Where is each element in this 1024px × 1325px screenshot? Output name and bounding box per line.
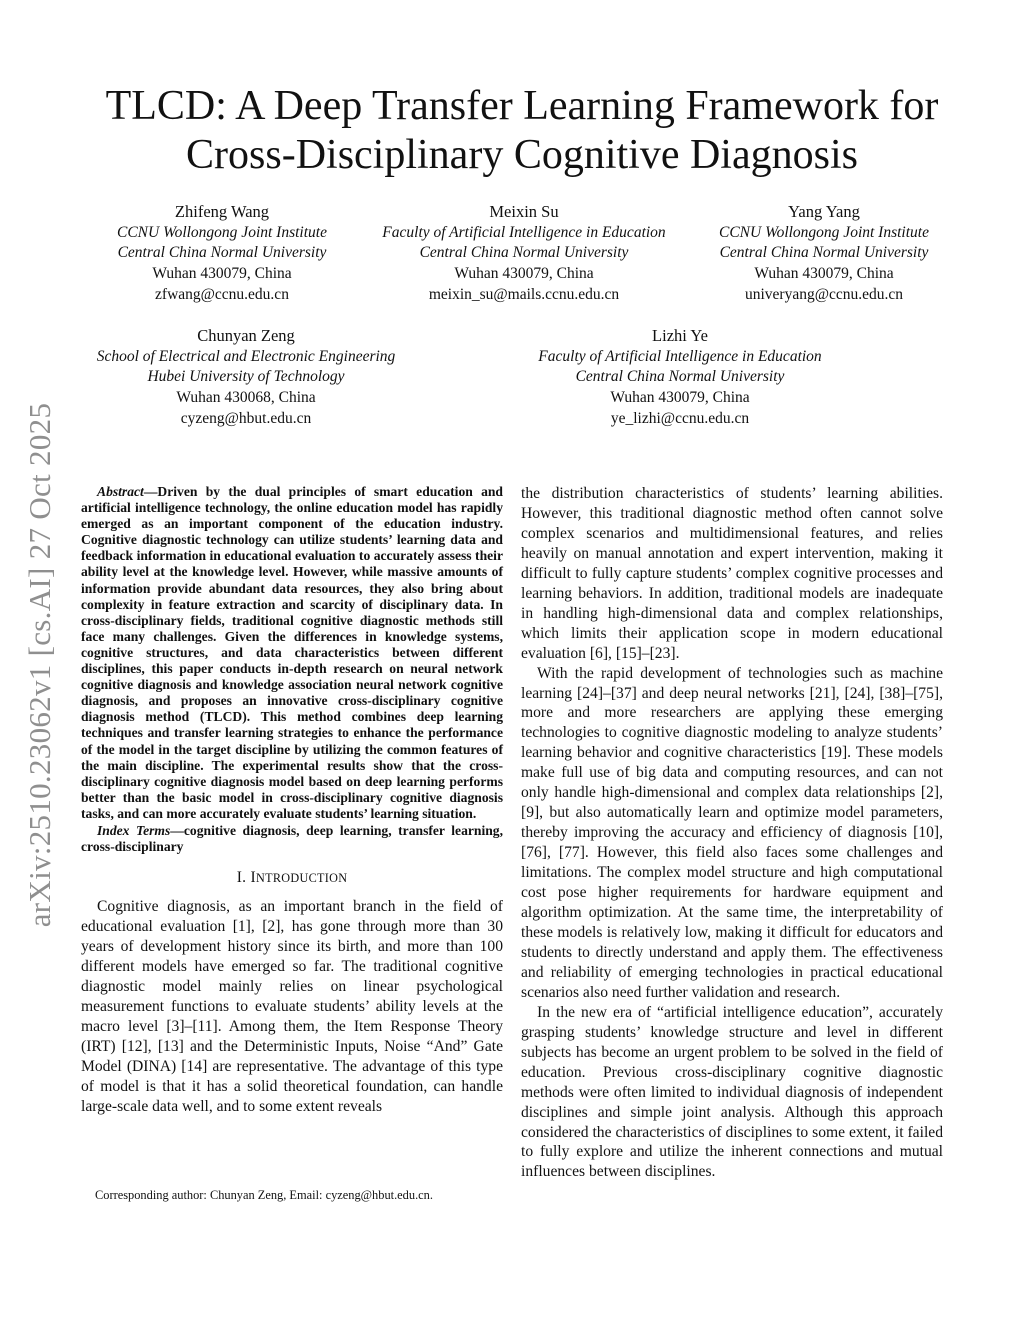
right-column — [521, 484, 943, 1182]
author-block — [690, 202, 958, 306]
index-terms — [81, 823, 503, 855]
index-terms-text: —cognitive diagnosis, deep learning, transfer learning, cross-disciplinary — [81, 822, 503, 855]
author-block — [354, 202, 694, 306]
author-email: ye_lizhi@ccnu.edu.cn — [610, 409, 750, 427]
author-block — [82, 202, 362, 306]
author-name: Meixin Su — [489, 202, 559, 221]
body-paragraph: With the rapid development of technologies such as machine learning [24]–[37] and deep neural networks [21], [24], [38]–[75], more and more researchers are applying these emerging technologies to cognitive diagnostic modeling to analyze students’ learning behavior and cognitive characteristics [19]. These models make full use of big data and computing resources, and can not only handle high-dimensional and complex data relationships [2], [9], but also automatically learn and optimize model parameters, thereby improving the accuracy and efficiency of diagnosis [10], [76], [77]. However, this field also faces some challenges and limitations. The complex model structure and high computational cost pose higher requirements for hardware equipment and algorithm optimization. At the same time, the interpretability of these models is relatively low, making it difficult for educators and students to directly understand and apply them. The effectiveness and reliability of emerging technologies in practical educational scenarios also need further validation and research. — [521, 664, 943, 1001]
title-line-1: TLCD: A Deep Transfer Learning Framework for — [105, 83, 939, 129]
arxiv-stamp — [10, 375, 70, 955]
section-heading — [81, 868, 503, 889]
author-name: Chunyan Zeng — [197, 326, 295, 345]
arxiv-id: arXiv:2510.23062v1 [cs.AI] 27 Oct 2025 — [22, 402, 57, 928]
author-name: Yang Yang — [788, 202, 860, 221]
left-column — [81, 484, 503, 1117]
author-block — [510, 326, 850, 430]
author-block — [70, 326, 422, 430]
index-terms-label: Index Terms — [97, 822, 171, 838]
author-affiliation: Central China Normal University — [575, 368, 785, 386]
author-city: Wuhan 430079, China — [152, 265, 292, 283]
author-affiliation: Hubei University of Technology — [147, 368, 345, 386]
author-email: meixin_su@mails.ccnu.edu.cn — [428, 285, 620, 303]
title-line-2: Cross-Disciplinary Cognitive Diagnosis — [186, 132, 858, 178]
author-affiliation: CCNU Wollongong Joint Institute — [719, 223, 929, 241]
author-affiliation: Central China Normal University — [117, 244, 327, 262]
body-paragraph: the distribution characteristics of students’ learning abilities. However, this traditional diagnostic method often cannot solve complex scenarios and multidimensional features, and relies heavily on manual annotation and expert intervention, making it difficult to fully capture students’ complex cognitive processes and learning behaviors. In addition, traditional models are inadequate in handling high-dimensional data and complex relationships, which limits their application scope in modern educational evaluation [6], [15]–[23]. — [521, 485, 943, 662]
body-paragraph: Cognitive diagnosis, as an important branch in the field of educational evaluation [1], [2], has gone through more than 30 years of development history since its birth, and more than 100 different models have emerged so far. The traditional cognitive diagnostic model mainly relies on linear psychological measurement functions to evaluate students’ ability levels at the macro level [3]–[11]. Among them, the Item Response Theory (IRT) [12], [13] and the Deterministic Inputs, Noise “And” Gate Model (DINA) [14] are representative. The advantage of this type of model is that it has a solid theoretical foundation, can handle large-scale data well, and to some extent reveals — [81, 898, 503, 1115]
author-email: univeryang@ccnu.edu.cn — [744, 285, 904, 303]
section-initial: I — [250, 869, 256, 887]
author-email: cyzeng@hbut.edu.cn — [180, 409, 312, 427]
paper-title — [60, 82, 984, 180]
author-affiliation: Faculty of Artificial Intelligence in Education — [382, 223, 666, 241]
author-email: zfwang@ccnu.edu.cn — [155, 285, 289, 303]
author-affiliation: Central China Normal University — [719, 244, 929, 262]
author-affiliation: School of Electrical and Electronic Engineering — [96, 347, 396, 365]
abstract — [81, 484, 503, 822]
author-affiliation: Central China Normal University — [419, 244, 629, 262]
author-affiliation: Faculty of Artificial Intelligence in Education — [538, 347, 822, 365]
author-city: Wuhan 430079, China — [754, 265, 894, 283]
author-name: Zhifeng Wang — [174, 202, 270, 221]
author-city: Wuhan 430079, China — [610, 389, 750, 407]
abstract-label: Abstract — [97, 484, 144, 499]
body-paragraph: In the new era of “artificial intelligence education”, accurately grasping students’ knowledge structure and level in different subjects has become an urgent problem to be solved in the field of education. Previous cross-disciplinary cognitive diagnostic methods were often limited to individual diagnosis of independent disciplines and simple joint analysis. Although this approach considered the characteristics of disciplines to some extent, it failed to fully explore and utilize the inherent connections and mutual influences between disciplines. — [521, 1003, 943, 1181]
section-number: I. — [236, 869, 247, 887]
footnote: Corresponding author: Chunyan Zeng, Email: cyzeng@hbut.edu.cn. — [95, 1188, 433, 1202]
abstract-text: —Driven by the dual principles of smart education and artificial intelligence technology, the online education model has rapidly emerged as an important component of the education industry. Cognitive diagnostic technology can utilize students’ learning data and feedback information in educational evaluation to accurately assess their ability level at the knowledge level. However, while massive amounts of information provide abundant data resources, they also bring about complexity in feature extraction and scarcity of disciplinary data. In cross-disciplinary fields, traditional cognitive diagnostic methods still face many challenges. Given the differences in knowledge systems, cognitive structures, and data characteristics between different disciplines, this paper conducts in-depth research on neural network cognitive diagnosis and knowledge association neural network cognitive diagnosis, and proposes an innovative cross-disciplinary cognitive diagnosis method (TLCD). This method combines deep learning techniques and transfer learning strategies to enhance the performance of the model in the target discipline by utilizing the common features of the main discipline. The experimental results show that the cross-disciplinary cognitive diagnosis model based on deep learning performs better than the basic model in cross-disciplinary cognitive diagnosis tasks, and can more accurately evaluate students’ learning situation. — [81, 484, 503, 821]
author-name: Lizhi Ye — [652, 326, 708, 345]
author-city: Wuhan 430079, China — [454, 265, 594, 283]
author-city: Wuhan 430068, China — [176, 389, 316, 407]
section-title: NTRODUCTION — [255, 871, 348, 886]
author-affiliation: CCNU Wollongong Joint Institute — [117, 223, 327, 241]
